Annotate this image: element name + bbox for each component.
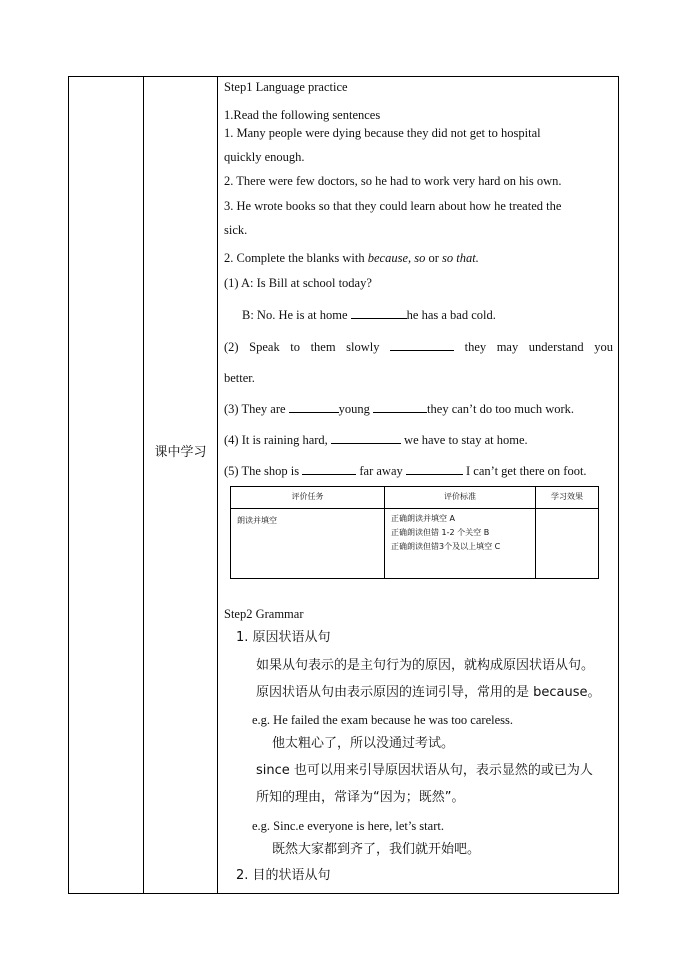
example-sentence: e.g. Sinc.e everyone is here, let’s start. xyxy=(252,819,444,833)
question-4: (4) It is raining hard, we have to stay at home. xyxy=(224,433,528,447)
example-translation: 他太粗心了，所以没通过考试。 xyxy=(272,736,455,751)
column-divider xyxy=(217,77,218,893)
eval-header: 评价任务 xyxy=(231,487,385,509)
grammar-text: 如果从句表示的是主句行为的原因，就构成原因状语从句。 xyxy=(256,658,595,673)
grammar-heading: 1. 原因状语从句 xyxy=(236,630,331,645)
grammar-text: 原因状语从句由表示原因的连词引导，常用的是 because。 xyxy=(256,685,601,700)
question-1a: (1) A: Is Bill at school today? xyxy=(224,276,372,290)
eval-header: 学习效果 xyxy=(536,487,599,509)
sentence-line: quickly enough. xyxy=(224,150,305,164)
sentence-line: 3. He wrote books so that they could learn about how he treated the xyxy=(224,199,562,213)
eval-criteria: 正确朗读并填空 A 正确朗读但错 1-2 个关空 B 正确朗读但错3个及以上填空 C xyxy=(385,509,536,579)
grammar-text: since 也可以用来引导原因状语从句，表示显然的或已为人 xyxy=(256,763,593,778)
eval-header: 评价标准 xyxy=(385,487,536,509)
grammar-heading: 2. 目的状语从句 xyxy=(236,868,331,883)
read-title: 1.Read the following sentences xyxy=(224,108,381,122)
example-sentence: e.g. He failed the exam because he was too careless. xyxy=(252,713,513,727)
step1-title: Step1 Language practice xyxy=(224,80,348,94)
eval-result xyxy=(536,509,599,579)
sentence-line: 2. There were few doctors, so he had to work very hard on his own. xyxy=(224,174,562,188)
question-2: (2) Speak to them slowly they may understand you xyxy=(224,340,613,354)
column-divider xyxy=(143,77,144,893)
sentence-line: 1. Many people were dying because they did not get to hospital xyxy=(224,126,541,140)
sentence-line: sick. xyxy=(224,223,248,237)
lesson-table xyxy=(68,76,619,894)
eval-task: 朗读并填空 xyxy=(231,509,385,579)
question-2b: better. xyxy=(224,371,255,385)
complete-instruction: 2. Complete the blanks with because, so or so that. xyxy=(224,251,479,265)
question-3: (3) They are young they can’t do too much work. xyxy=(224,402,575,416)
example-translation: 既然大家都到齐了，我们就开始吧。 xyxy=(272,842,481,857)
question-1b: B: No. He is at home he has a bad cold. xyxy=(242,308,496,322)
grammar-text: 所知的理由，常译为“因为；既然”。 xyxy=(256,790,465,805)
question-5: (5) The shop is far away I can’t get there on foot. xyxy=(224,464,587,478)
step2-title: Step2 Grammar xyxy=(224,607,304,621)
evaluation-table xyxy=(230,486,599,579)
section-label: 课中学习 xyxy=(154,445,207,460)
